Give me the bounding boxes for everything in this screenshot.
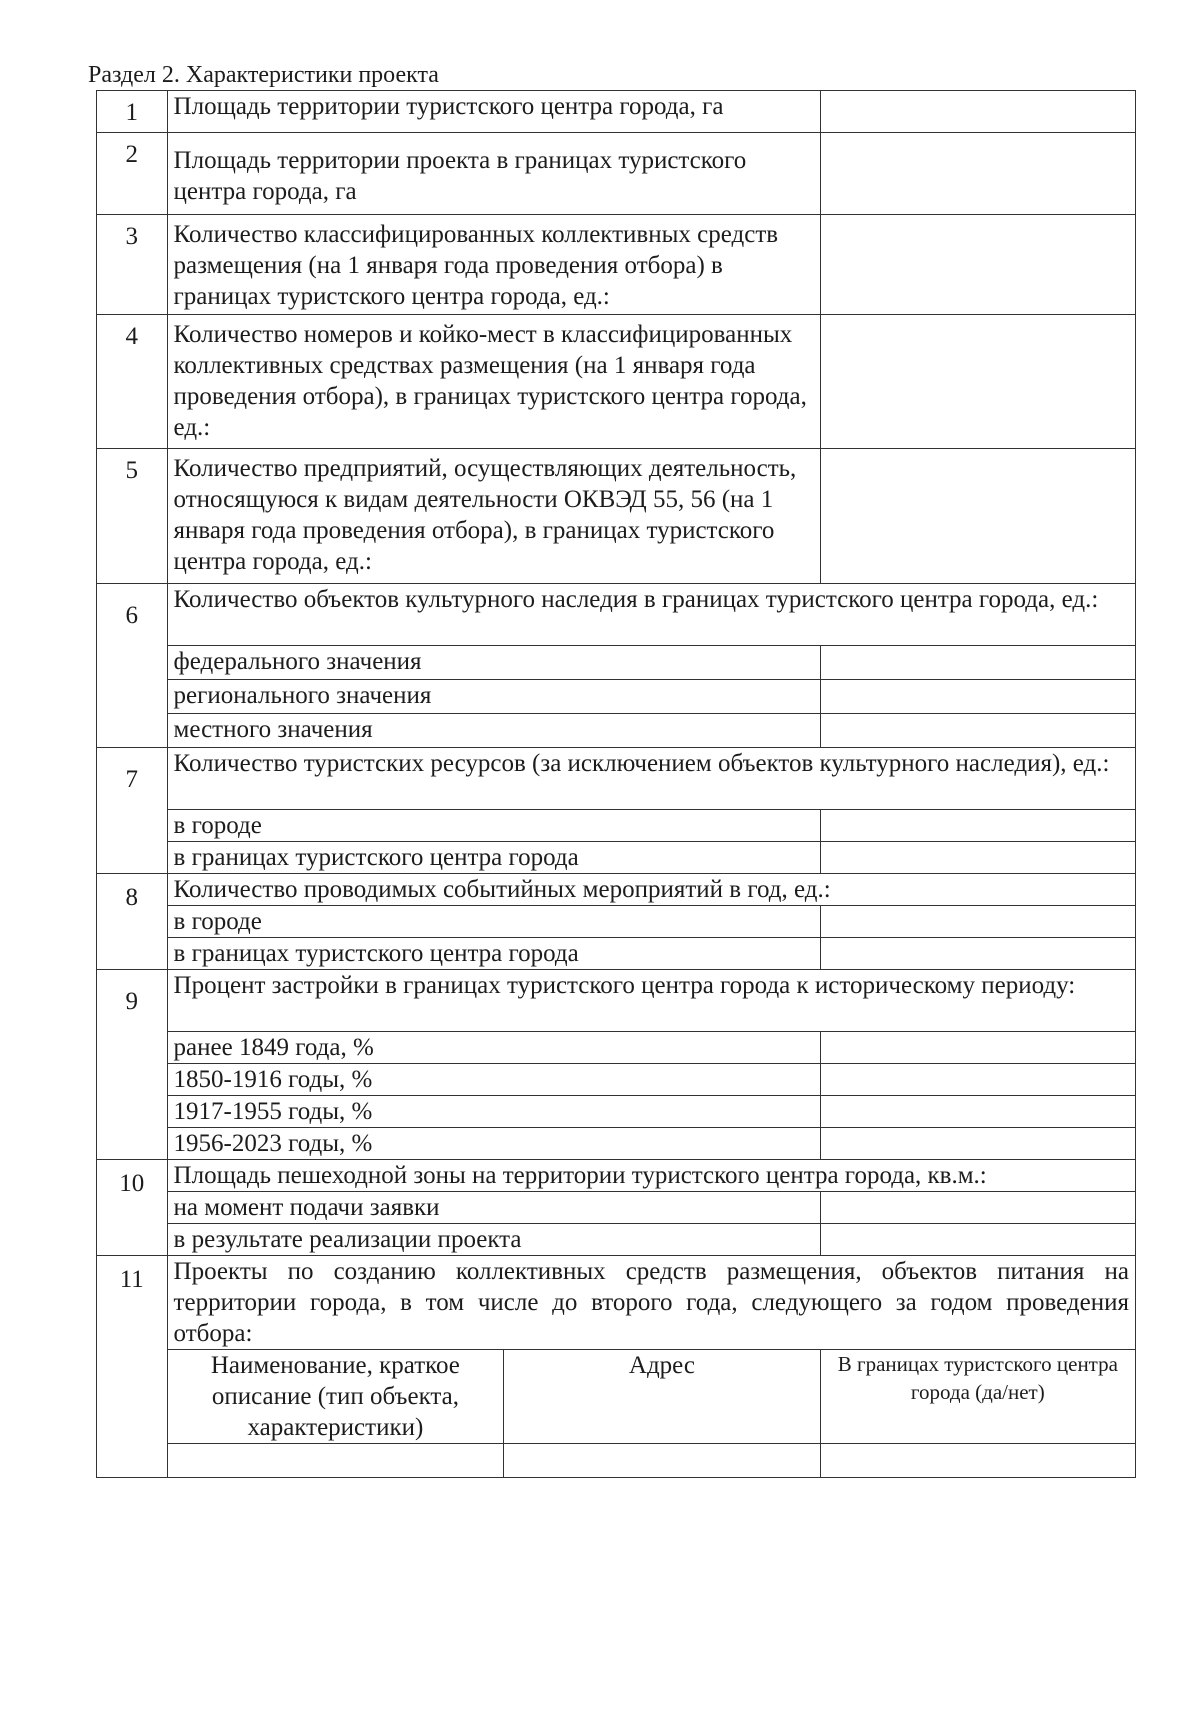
- column-header-in-center: В границах туристского центра города (да/нет): [820, 1350, 1135, 1444]
- sub-label: в границах туристского центра города: [167, 842, 820, 874]
- table-subrow: [97, 938, 1136, 970]
- group-heading: Количество туристских ресурсов (за исключением объектов культурного наследия), ед.:: [167, 748, 1135, 810]
- sub-label: ранее 1849 года, %: [167, 1032, 820, 1064]
- table-subrow: [97, 714, 1136, 748]
- value-cell[interactable]: [820, 449, 1135, 584]
- table-subrow: [97, 646, 1136, 680]
- row-number: 10: [97, 1160, 168, 1256]
- in-center-cell[interactable]: [820, 1444, 1135, 1478]
- table-row: [97, 748, 1136, 810]
- group-heading: Площадь пешеходной зоны на территории туристского центра города, кв.м.:: [167, 1160, 1135, 1192]
- section-title: Раздел 2. Характеристики проекта: [88, 62, 439, 88]
- table-subrow: [97, 1096, 1136, 1128]
- value-cell[interactable]: [820, 810, 1135, 842]
- table-subrow: [97, 1064, 1136, 1096]
- value-cell[interactable]: [820, 1224, 1135, 1256]
- table-subrow: [97, 680, 1136, 714]
- row-number: 5: [97, 449, 168, 584]
- sub-label: федерального значения: [167, 646, 820, 680]
- value-cell[interactable]: [820, 714, 1135, 748]
- table-subrow: [97, 810, 1136, 842]
- row-number: 6: [97, 584, 168, 748]
- sub-label: 1917-1955 годы, %: [167, 1096, 820, 1128]
- sub-label: регионального значения: [167, 680, 820, 714]
- value-cell[interactable]: [820, 1192, 1135, 1224]
- row-question: Количество классифицированных коллективных средств размещения (на 1 января года проведения отбора) в границах туристского центра города, ед.:: [167, 215, 820, 315]
- value-cell[interactable]: [820, 680, 1135, 714]
- table-subrow: [97, 1128, 1136, 1160]
- row-number: 9: [97, 970, 168, 1160]
- table-row: [97, 315, 1136, 449]
- table-subrow: [97, 906, 1136, 938]
- group-heading: Количество объектов культурного наследия в границах туристского центра города, ед.:: [167, 584, 1135, 646]
- value-cell[interactable]: [820, 906, 1135, 938]
- row-question: Количество предприятий, осуществляющих деятельность, относящуюся к видам деятельности ОКВЭД 55, 56 (на 1 января года проведения отбора), в границах туристского центра города, ед.:: [167, 449, 820, 584]
- value-cell[interactable]: [820, 938, 1135, 970]
- value-cell[interactable]: [820, 215, 1135, 315]
- inner-table-row: [97, 1444, 1136, 1478]
- row-number: 2: [97, 133, 168, 215]
- value-cell[interactable]: [820, 91, 1135, 133]
- column-header-address: Адрес: [504, 1350, 820, 1444]
- table-row: [97, 1160, 1136, 1192]
- table-row: [97, 584, 1136, 646]
- address-cell[interactable]: [504, 1444, 820, 1478]
- sub-label: 1850-1916 годы, %: [167, 1064, 820, 1096]
- value-cell[interactable]: [820, 1128, 1135, 1160]
- value-cell[interactable]: [820, 1064, 1135, 1096]
- value-cell[interactable]: [820, 315, 1135, 449]
- row-question: Количество номеров и койко-мест в классифицированных коллективных средствах размещения (на 1 января года проведения отбора), в границах туристского центра города, ед.:: [167, 315, 820, 449]
- value-cell[interactable]: [820, 133, 1135, 215]
- table-row: [97, 874, 1136, 906]
- sub-label: в городе: [167, 810, 820, 842]
- table-row: [97, 970, 1136, 1032]
- value-cell[interactable]: [820, 1032, 1135, 1064]
- table-row: [97, 449, 1136, 584]
- row-number: 8: [97, 874, 168, 970]
- group-heading: Количество проводимых событийных мероприятий в год, ед.:: [167, 874, 1135, 906]
- row-question: Площадь территории туристского центра города, га: [167, 91, 820, 133]
- sub-label: в границах туристского центра города: [167, 938, 820, 970]
- name-cell[interactable]: [167, 1444, 504, 1478]
- sub-label: в городе: [167, 906, 820, 938]
- value-cell[interactable]: [820, 1096, 1135, 1128]
- table-row: [97, 133, 1136, 215]
- table-subrow: [97, 1032, 1136, 1064]
- row-question: Площадь территории проекта в границах туристского центра города, га: [167, 133, 820, 215]
- column-header-name: Наименование, краткое описание (тип объекта, характеристики): [167, 1350, 504, 1444]
- table-row: [97, 91, 1136, 133]
- sub-label: в результате реализации проекта: [167, 1224, 820, 1256]
- table-subrow: [97, 1224, 1136, 1256]
- value-cell[interactable]: [820, 842, 1135, 874]
- inner-table-header: [97, 1350, 1136, 1444]
- row-number: 3: [97, 215, 168, 315]
- row-number: 1: [97, 91, 168, 133]
- sub-label: местного значения: [167, 714, 820, 748]
- group-heading: Процент застройки в границах туристского центра города к историческому периоду:: [167, 970, 1135, 1032]
- row-number: 4: [97, 315, 168, 449]
- characteristics-table: [96, 90, 1136, 1478]
- table-subrow: [97, 842, 1136, 874]
- row-number: 11: [97, 1256, 168, 1478]
- row-number: 7: [97, 748, 168, 874]
- sub-label: на момент подачи заявки: [167, 1192, 820, 1224]
- sub-label: 1956-2023 годы, %: [167, 1128, 820, 1160]
- table-row: [97, 1256, 1136, 1350]
- table-subrow: [97, 1192, 1136, 1224]
- table-row: [97, 215, 1136, 315]
- group-heading: Проекты по созданию коллективных средств размещения, объектов питания на территории города, в том числе до второго года, следующего за годом проведения отбора:: [167, 1256, 1135, 1350]
- value-cell[interactable]: [820, 646, 1135, 680]
